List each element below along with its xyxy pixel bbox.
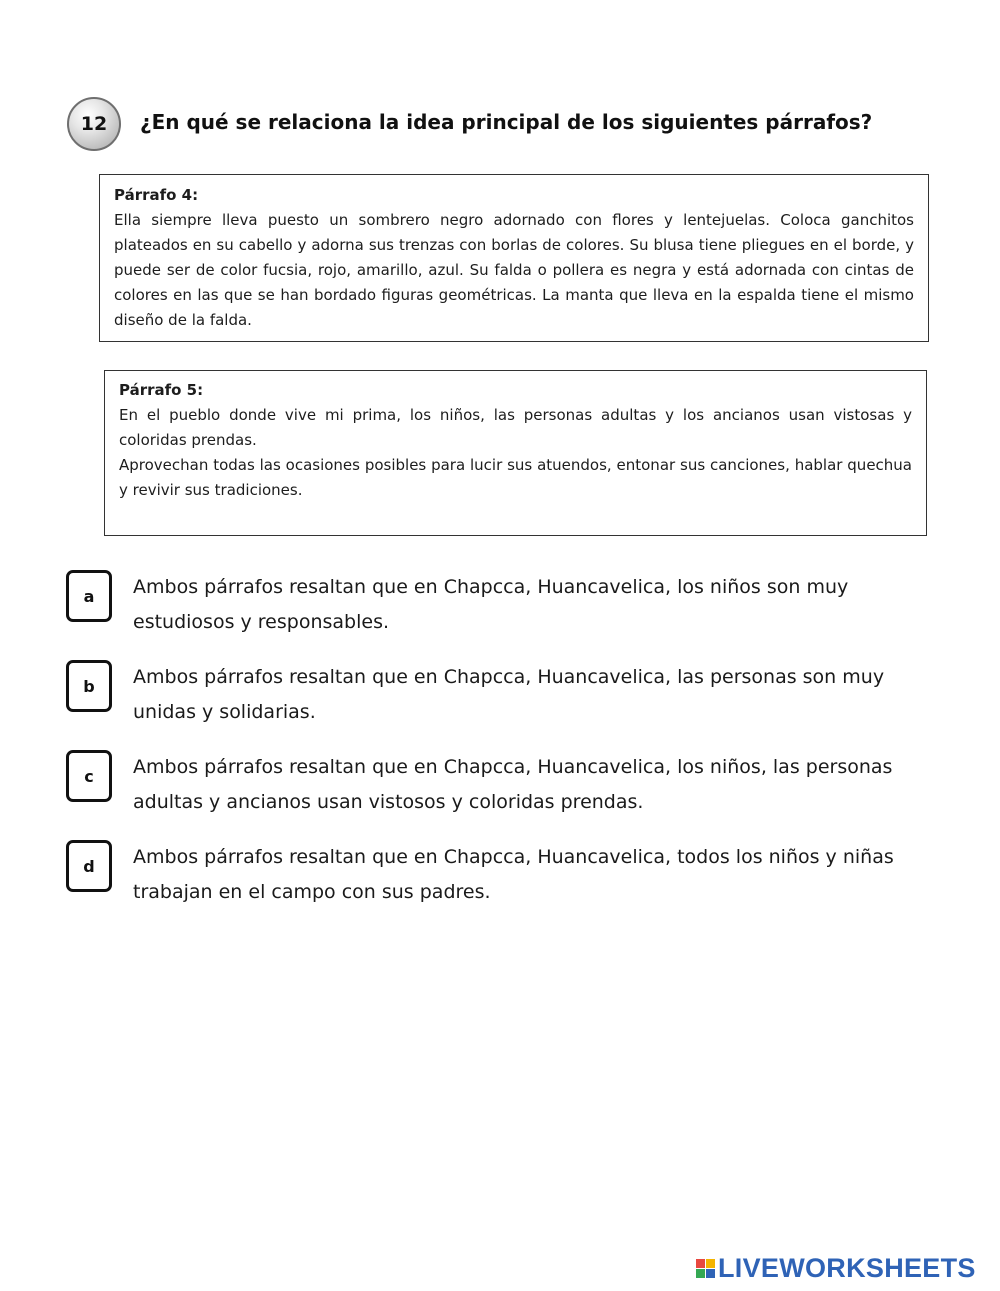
liveworksheets-logo — [696, 1253, 976, 1284]
logo-square-blue — [706, 1269, 715, 1278]
option-d-text: Ambos párrafos resaltan que en Chapcca, Huancavelica, todos los niños y niñas trabajan en el campo con sus padres. — [133, 846, 894, 903]
option-c-text: Ambos párrafos resaltan que en Chapcca, Huancavelica, los niños, las personas adultas y ancianos usan vistosos y coloridas prendas. — [133, 756, 893, 813]
logo-square-red — [696, 1259, 705, 1268]
logo-square-yellow — [706, 1259, 715, 1268]
option-c-checkbox[interactable]: c — [66, 750, 112, 802]
question-number-badge: 12 — [67, 97, 121, 151]
paragraph-5-box — [104, 370, 927, 536]
option-a-checkbox[interactable]: a — [66, 570, 112, 622]
question-title: ¿En qué se relaciona la idea principal de los siguientes párrafos? — [140, 110, 873, 134]
option-b-checkbox[interactable]: b — [66, 660, 112, 712]
logo-square-green — [696, 1269, 705, 1278]
option-b-text: Ambos párrafos resaltan que en Chapcca, Huancavelica, las personas son muy unidas y solidarias. — [133, 666, 885, 723]
paragraph-4-text: Ella siempre lleva puesto un sombrero negro adornado con flores y lentejuelas. Coloca ganchitos plateados en su cabello y adorna sus trenzas con borlas de colores. Su blusa tiene pliegues en el borde, y puede ser de color fucsia, rojo, amarillo, azul. Su falda o pollera es negra y está adornada con cintas de colores en las que se han bordado figuras geométricas. La manta que lleva en la espalda tiene el mismo diseño de la falda. — [114, 211, 914, 329]
paragraph-4-box — [99, 174, 929, 342]
liveworksheets-wordmark: LIVEWORKSHEETS — [718, 1253, 976, 1283]
paragraph-5-title: Párrafo 5: — [119, 381, 204, 399]
option-d-checkbox[interactable]: d — [66, 840, 112, 892]
option-a-text: Ambos párrafos resaltan que en Chapcca, Huancavelica, los niños son muy estudiosos y responsables. — [133, 576, 849, 633]
paragraph-4-title: Párrafo 4: — [114, 186, 199, 204]
liveworksheets-icon — [696, 1259, 715, 1278]
paragraph-5-text-1: En el pueblo donde vive mi prima, los niños, las personas adultas y los ancianos usan vistosas y coloridas prendas. — [119, 406, 912, 449]
paragraph-5-text-2: Aprovechan todas las ocasiones posibles para lucir sus atuendos, entonar sus canciones, hablar quechua y revivir sus tradiciones. — [119, 456, 912, 499]
